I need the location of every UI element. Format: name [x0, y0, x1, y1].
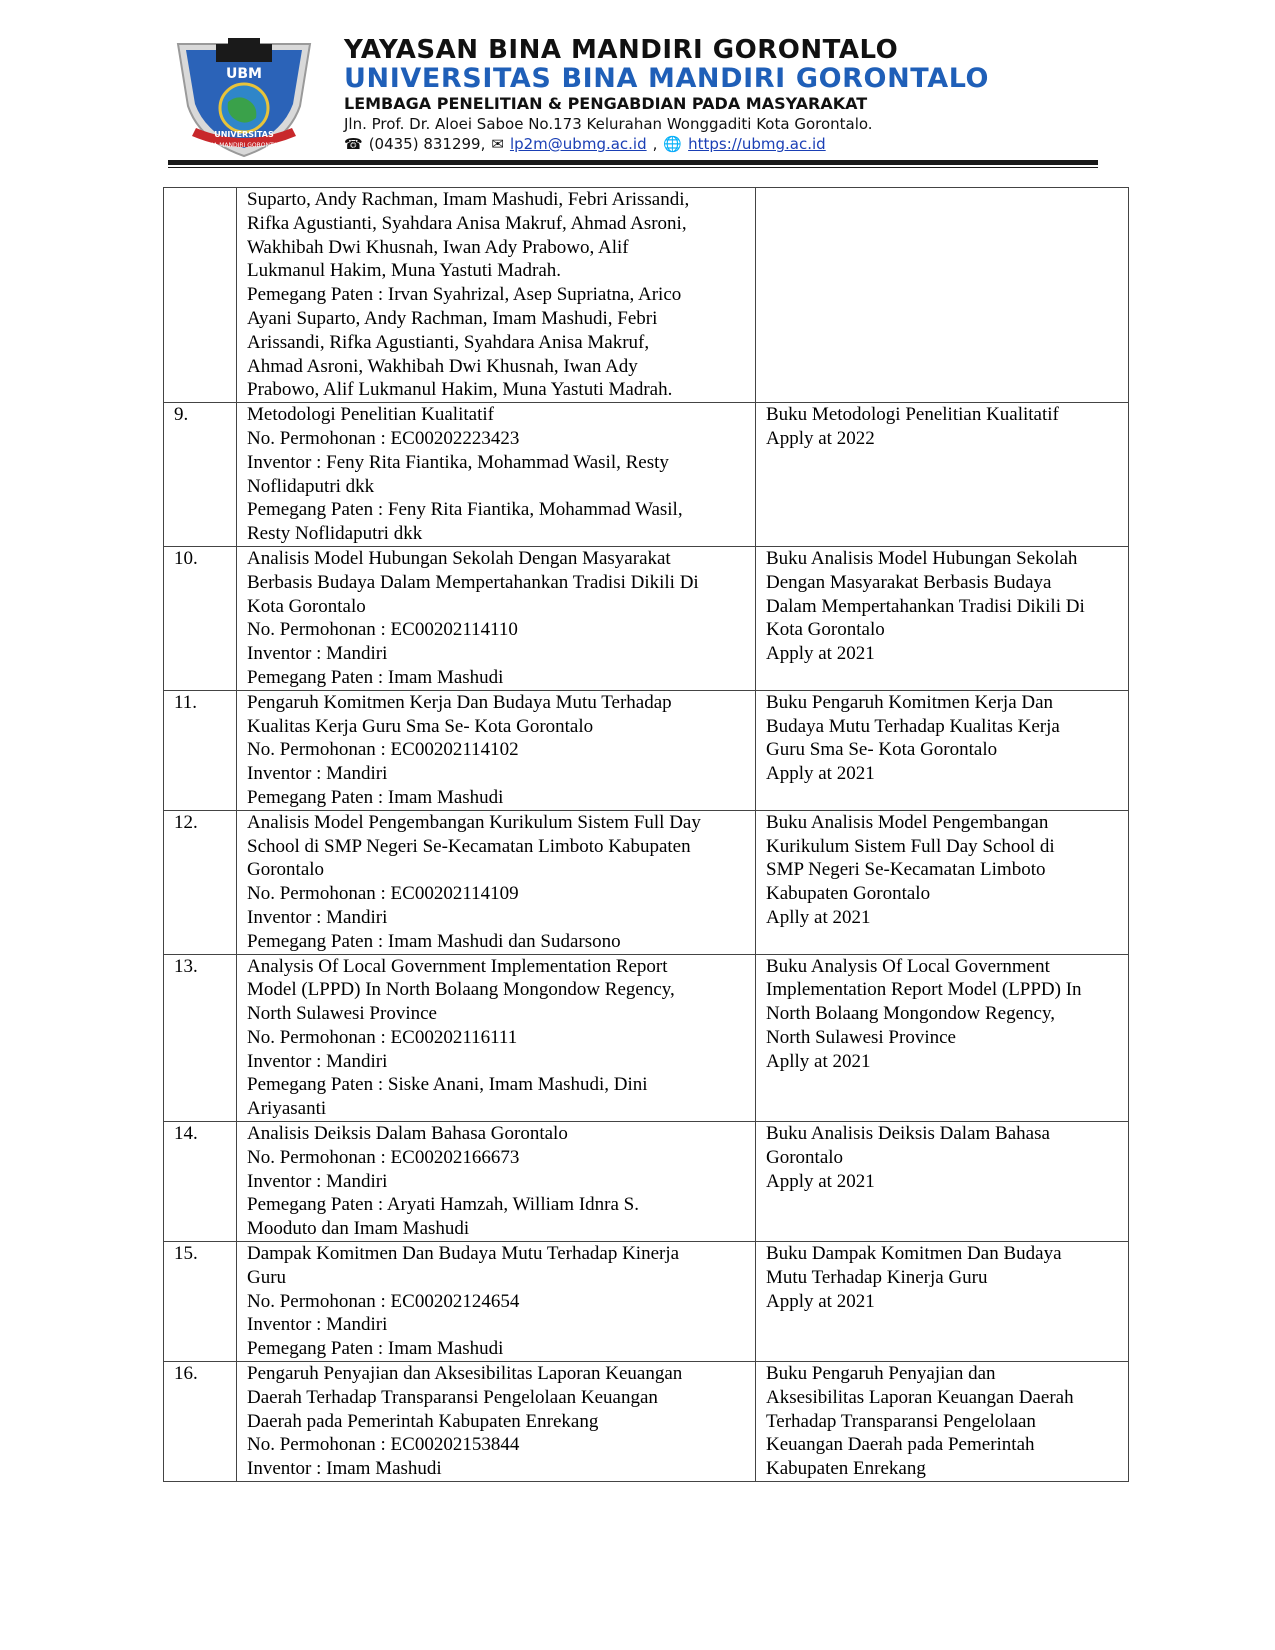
patent-description [237, 188, 756, 403]
comma-separator: , [652, 135, 658, 153]
note-line: Terhadap Transparansi Pengelolaan [766, 1410, 1036, 1432]
description-line: Kota Gorontalo [247, 595, 366, 617]
description-line: Guru [247, 1266, 287, 1288]
description-line: Pemegang Paten : Imam Mashudi [247, 666, 504, 688]
patent-description [237, 546, 756, 690]
row-number: 12. [164, 810, 237, 954]
phone-number: (0435) 831299, [368, 135, 486, 153]
description-line: Daerah Terhadap Transparansi Pengelolaan Keuangan [247, 1386, 658, 1408]
note-line: Implementation Report Model (LPPD) In [766, 979, 1082, 1001]
patent-note [756, 188, 1129, 403]
description-line: Inventor : Mandiri [247, 906, 388, 928]
description-line: No. Permohonan : EC00202114110 [247, 619, 518, 641]
description-line: Inventor : Mandiri [247, 1314, 388, 1336]
header-rule-thin [168, 167, 1098, 168]
row-number: 10. [164, 546, 237, 690]
description-line: No. Permohonan : EC00202114109 [247, 883, 519, 905]
description-line: Pemegang Paten : Imam Mashudi dan Sudarsono [247, 930, 621, 952]
row-number: 14. [164, 1122, 237, 1242]
table-row [164, 690, 1129, 810]
note-line: Buku Analisis Deiksis Dalam Bahasa [766, 1123, 1050, 1145]
description-line: Pengaruh Komitmen Kerja Dan Budaya Mutu Terhadap [247, 691, 672, 713]
description-line: No. Permohonan : EC00202223423 [247, 427, 520, 449]
patent-description [237, 1122, 756, 1242]
description-line: Analisis Model Pengembangan Kurikulum Sistem Full Day [247, 811, 701, 833]
patent-note [756, 1242, 1129, 1362]
note-line: Kabupaten Gorontalo [766, 883, 931, 905]
description-line: Analysis Of Local Government Implementation Report [247, 955, 668, 977]
description-line: Gorontalo [247, 859, 325, 881]
description-line: Pemegang Paten : Siske Anani, Imam Mashudi, Dini [247, 1074, 648, 1096]
note-line: Aplly at 2021 [766, 1050, 871, 1072]
table-row [164, 188, 1129, 403]
description-line: Prabowo, Alif Lukmanul Hakim, Muna Yastuti Madrah. [247, 379, 673, 401]
email-icon: ✉ [491, 135, 504, 153]
description-line: Ariyasanti [247, 1098, 327, 1120]
note-line: Buku Analysis Of Local Government [766, 955, 1050, 977]
patent-note [756, 954, 1129, 1122]
description-line: Metodologi Penelitian Kualitatif [247, 404, 494, 426]
description-line: Inventor : Mandiri [247, 643, 388, 665]
note-line: Dalam Mempertahankan Tradisi Dikili Di [766, 595, 1085, 617]
patent-description [237, 810, 756, 954]
description-line: No. Permohonan : EC00202116111 [247, 1026, 518, 1048]
description-line: Pemegang Paten : Aryati Hamzah, William Idnra S. [247, 1194, 639, 1216]
patent-table-body [164, 188, 1129, 1482]
note-line: Dengan Masyarakat Berbasis Budaya [766, 571, 1052, 593]
note-line: Apply at 2021 [766, 1290, 875, 1312]
patent-description [237, 1242, 756, 1362]
website-link[interactable]: https://ubmg.ac.id [688, 135, 826, 153]
description-line: Inventor : Feny Rita Fiantika, Mohammad Wasil, Resty [247, 451, 669, 473]
note-line: Budaya Mutu Terhadap Kualitas Kerja [766, 715, 1060, 737]
note-line: Aksesibilitas Laporan Keuangan Daerah [766, 1386, 1074, 1408]
table-row [164, 1362, 1129, 1482]
description-line: Ahmad Asroni, Wakhibah Dwi Khusnah, Iwan Ady [247, 355, 638, 377]
description-line: Kualitas Kerja Guru Sma Se- Kota Gorontalo [247, 715, 594, 737]
patent-table [163, 187, 1129, 1482]
patent-note [756, 1122, 1129, 1242]
description-line: Pemegang Paten : Irvan Syahrizal, Asep Supriatna, Arico [247, 284, 682, 306]
patent-description [237, 954, 756, 1122]
note-line: Buku Analisis Model Hubungan Sekolah [766, 547, 1078, 569]
description-line: Suparto, Andy Rachman, Imam Mashudi, Febri Arissandi, [247, 189, 690, 210]
table-row [164, 403, 1129, 547]
note-line: Aplly at 2021 [766, 906, 871, 928]
description-line: Dampak Komitmen Dan Budaya Mutu Terhadap Kinerja [247, 1243, 680, 1265]
row-number [164, 188, 237, 403]
description-line: Pengaruh Penyajian dan Aksesibilitas Laporan Keuangan [247, 1363, 683, 1385]
description-line: Resty Noflidaputri dkk [247, 523, 423, 545]
description-line: No. Permohonan : EC00202124654 [247, 1290, 520, 1312]
letterhead [168, 36, 1098, 166]
note-line: Buku Pengaruh Komitmen Kerja Dan [766, 691, 1054, 713]
description-line: Inventor : Mandiri [247, 763, 388, 785]
note-line: Kota Gorontalo [766, 619, 885, 641]
svg-text:UBM: UBM [226, 66, 262, 82]
description-line: No. Permohonan : EC00202166673 [247, 1146, 520, 1168]
description-line: Pemegang Paten : Feny Rita Fiantika, Mohammad Wasil, [247, 499, 683, 521]
note-line: Buku Metodologi Penelitian Kualitatif [766, 404, 1059, 426]
note-line: Mutu Terhadap Kinerja Guru [766, 1266, 988, 1288]
svg-text:UNIVERSITAS: UNIVERSITAS [214, 130, 274, 139]
description-line: Wakhibah Dwi Khusnah, Iwan Ady Prabowo, Alif [247, 236, 629, 258]
svg-text:BINA MANDIRI GORONTALO: BINA MANDIRI GORONTALO [202, 142, 286, 149]
note-line: Apply at 2022 [766, 427, 875, 449]
description-line: Model (LPPD) In North Bolaang Mongondow Regency, [247, 979, 675, 1001]
note-line: Guru Sma Se- Kota Gorontalo [766, 739, 998, 761]
table-row [164, 810, 1129, 954]
description-line: Inventor : Mandiri [247, 1170, 388, 1192]
note-line: Buku Pengaruh Penyajian dan [766, 1363, 996, 1385]
header-rule-thick [168, 160, 1098, 165]
description-line: Pemegang Paten : Imam Mashudi [247, 786, 504, 808]
table-row [164, 546, 1129, 690]
note-line: Buku Analisis Model Pengembangan [766, 811, 1049, 833]
note-line: Kabupaten Enrekang [766, 1458, 926, 1480]
note-line: Apply at 2021 [766, 763, 875, 785]
description-line: Pemegang Paten : Imam Mashudi [247, 1338, 504, 1360]
description-line: Arissandi, Rifka Agustianti, Syahdara Anisa Makruf, [247, 331, 650, 353]
university-name: UNIVERSITAS BINA MANDIRI GORONTALO [344, 63, 990, 94]
description-line: Noflidaputri dkk [247, 475, 375, 497]
note-line: SMP Negeri Se-Kecamatan Limboto [766, 859, 1046, 881]
description-line: Lukmanul Hakim, Muna Yastuti Madrah. [247, 260, 562, 282]
row-number: 16. [164, 1362, 237, 1482]
patent-note [756, 546, 1129, 690]
note-line: Apply at 2021 [766, 1170, 875, 1192]
table-row [164, 1242, 1129, 1362]
note-line: Kurikulum Sistem Full Day School di [766, 835, 1055, 857]
note-line: Gorontalo [766, 1146, 844, 1168]
description-line: Daerah pada Pemerintah Kabupaten Enrekang [247, 1410, 599, 1432]
university-logo-icon [168, 36, 320, 158]
description-line: No. Permohonan : EC00202114102 [247, 739, 519, 761]
description-line: Inventor : Imam Mashudi [247, 1458, 442, 1480]
description-line: North Sulawesi Province [247, 1003, 437, 1025]
phone-icon: ☎ [344, 135, 363, 153]
email-link[interactable]: lp2m@ubmg.ac.id [509, 135, 647, 153]
institute-name: LEMBAGA PENELITIAN & PENGABDIAN PADA MASYARAKAT [344, 94, 868, 113]
globe-icon: 🌐 [663, 135, 683, 153]
note-line: North Bolaang Mongondow Regency, [766, 1003, 1055, 1025]
description-line: School di SMP Negeri Se-Kecamatan Limboto Kabupaten [247, 835, 691, 857]
note-line: North Sulawesi Province [766, 1026, 956, 1048]
description-line: Inventor : Mandiri [247, 1050, 388, 1072]
description-line: Ayani Suparto, Andy Rachman, Imam Mashudi, Febri [247, 307, 658, 329]
patent-description [237, 1362, 756, 1482]
patent-description [237, 690, 756, 810]
patent-description [237, 403, 756, 547]
row-number: 9. [164, 403, 237, 547]
address: Jln. Prof. Dr. Aloei Saboe No.173 Kelurahan Wonggaditi Kota Gorontalo. [344, 115, 873, 133]
row-number: 13. [164, 954, 237, 1122]
note-line: Buku Dampak Komitmen Dan Budaya [766, 1243, 1062, 1265]
note-line: Apply at 2021 [766, 643, 875, 665]
contact-line [344, 134, 1104, 154]
row-number: 15. [164, 1242, 237, 1362]
description-line: Mooduto dan Imam Mashudi [247, 1218, 470, 1240]
description-line: Rifka Agustianti, Syahdara Anisa Makruf, Ahmad Asroni, [247, 212, 687, 234]
patent-note [756, 403, 1129, 547]
patent-note [756, 1362, 1129, 1482]
table-row [164, 954, 1129, 1122]
table-row [164, 1122, 1129, 1242]
patent-note [756, 810, 1129, 954]
patent-note [756, 690, 1129, 810]
description-line: No. Permohonan : EC00202153844 [247, 1434, 520, 1456]
row-number: 11. [164, 690, 237, 810]
foundation-name: YAYASAN BINA MANDIRI GORONTALO [344, 35, 899, 65]
description-line: Berbasis Budaya Dalam Mempertahankan Tradisi Dikili Di [247, 571, 699, 593]
note-line: Keuangan Daerah pada Pemerintah [766, 1434, 1035, 1456]
description-line: Analisis Model Hubungan Sekolah Dengan Masyarakat [247, 547, 671, 569]
description-line: Analisis Deiksis Dalam Bahasa Gorontalo [247, 1123, 568, 1145]
letterhead-text [344, 36, 1104, 154]
